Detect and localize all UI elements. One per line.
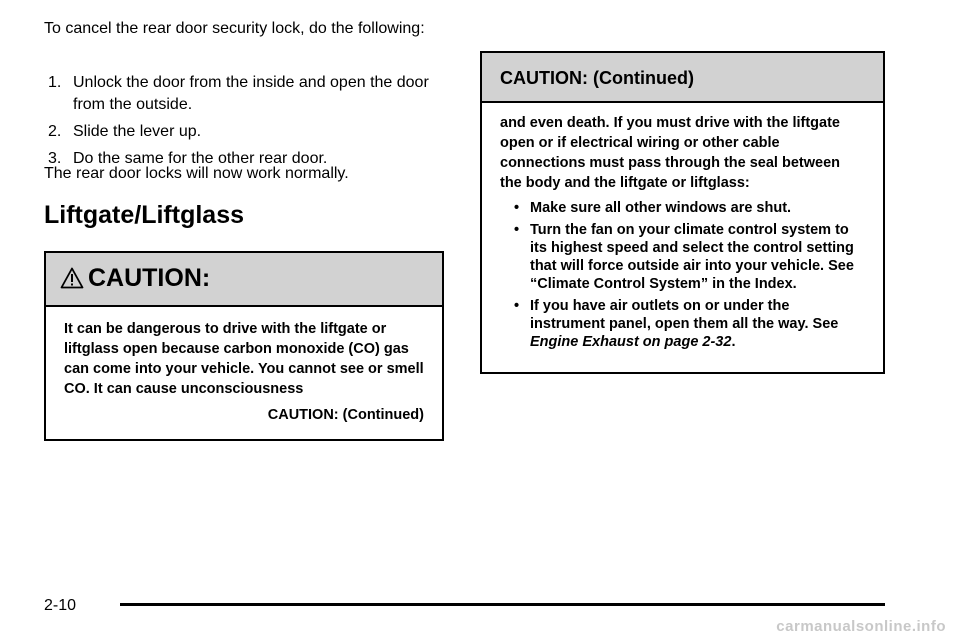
step-item: 3. Do the same for the other rear door.	[48, 150, 328, 167]
bullet-item: • Make sure all other windows are shut.	[514, 200, 792, 216]
bullet-item: • Turn the fan on your climate control system to its highest speed and select the control setting that will force outside air into your vehicle. See “Climate Control System” in the Index.	[514, 222, 854, 292]
caution-text: It can be dangerous to drive with the liftgate or liftglass open because carbon monoxide (CO) gas can come into your vehicle. You cannot see or smell CO. It can cause unconsciousness	[64, 321, 424, 397]
caution-continued-box	[480, 51, 885, 374]
caution-continued-text: and even death. If you must drive with the liftgate open or if electrical wiring or other cable connections must pass through the seal between the body and the liftgate or liftglass:	[500, 115, 841, 191]
after-text: The rear door locks will now work normally.	[44, 165, 349, 182]
caution-bullet-list	[500, 199, 865, 351]
bullet-icon: •	[514, 298, 520, 314]
page-number: 2-10	[44, 597, 77, 614]
caution-continued: CAUTION: (Continued)	[267, 407, 424, 423]
caution-continued-body	[482, 103, 883, 351]
caution-label: CAUTION:	[88, 264, 211, 292]
warning-triangle-icon	[60, 267, 84, 289]
steps-list	[48, 72, 448, 175]
section-title: Liftgate/Liftglass	[44, 201, 245, 229]
watermark: carmanualsonline.info	[776, 618, 946, 635]
bullet-icon: •	[514, 200, 520, 216]
bullet-item: • If you have air outlets on or under the instrument panel, open them all the way. See Engine Exhaust on page 2-32.	[514, 298, 839, 350]
step-item: 2. Slide the lever up.	[48, 123, 202, 140]
intro-text: To cancel the rear door security lock, do the following:	[44, 20, 425, 37]
step-item: 1. Unlock the door from the inside and open the door from the outside.	[48, 74, 429, 113]
caution-continued-label: CAUTION: (Continued)	[500, 68, 694, 88]
caution-continued-header	[482, 53, 883, 103]
bullet-icon: •	[514, 222, 520, 238]
caution-box	[44, 251, 444, 441]
caution-body	[46, 307, 442, 425]
footer-rule	[120, 603, 885, 606]
cross-reference: Engine Exhaust on page 2-32	[530, 334, 732, 350]
caution-header	[46, 253, 442, 307]
